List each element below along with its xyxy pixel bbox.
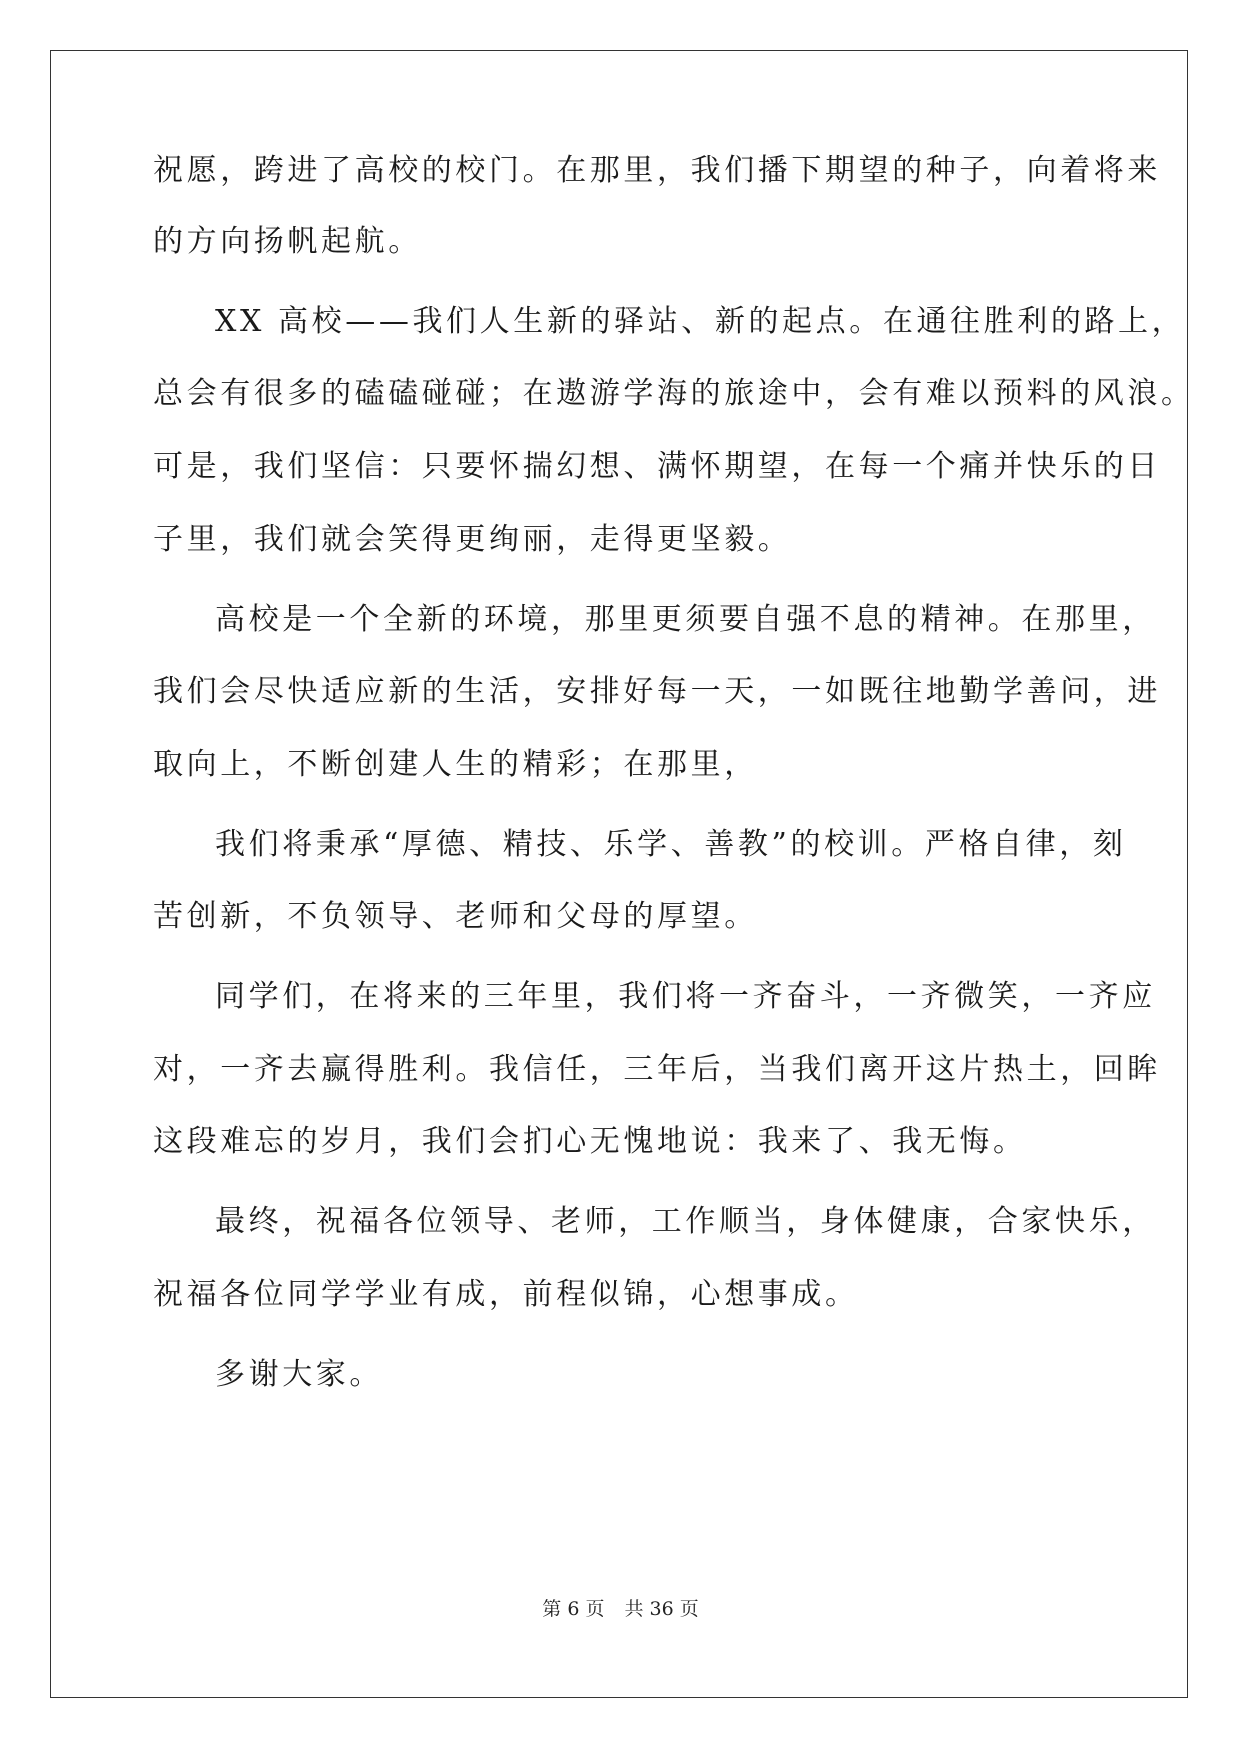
body-line-10: 我们将秉承“厚德、精技、乐学、善教”的校训。严格自律，刻: [215, 827, 1127, 862]
body-line-8: 我们会尽快适应新的生活，安排好每一天，一如既往地勤学善问，进: [153, 674, 1161, 709]
body-line-2: 的方向扬帆起航。: [153, 224, 422, 259]
body-line-13: 对，一齐去赢得胜利。我信任，三年后，当我们离开这片热土，回眸: [153, 1052, 1161, 1087]
body-line-4: 总会有很多的磕磕碰碰；在遨游学海的旅途中，会有难以预料的风浪。: [153, 376, 1195, 411]
page-border: [50, 50, 1188, 1698]
page-footer: [0, 1597, 1241, 1621]
body-line-3: XX 高校——我们人生新的驿站、新的起点。在通往胜利的路上，: [215, 304, 1186, 339]
body-line-11: 苦创新，不负领导、老师和父母的厚望。: [153, 899, 758, 934]
body-line-14: 这段难忘的岁月，我们会扪心无愧地说：我来了、我无悔。: [153, 1124, 1027, 1159]
body-line-17: 多谢大家。: [215, 1357, 383, 1392]
page-number: 第 6 页: [542, 1598, 605, 1620]
body-line-12: 同学们，在将来的三年里，我们将一齐奋斗，一齐微笑，一齐应: [215, 979, 1156, 1014]
page-total: 共 36 页: [624, 1598, 699, 1620]
body-line-1: 祝愿，跨进了高校的校门。在那里，我们播下期望的种子，向着将来: [153, 153, 1161, 188]
body-line-16: 祝福各位同学学业有成，前程似锦，心想事成。: [153, 1277, 859, 1312]
body-line-7: 高校是一个全新的环境，那里更须要自强不息的精神。在那里，: [215, 602, 1156, 637]
body-line-9: 取向上，不断创建人生的精彩；在那里，: [153, 747, 758, 782]
body-line-6: 子里，我们就会笑得更绚丽，走得更坚毅。: [153, 522, 792, 557]
body-line-15: 最终，祝福各位领导、老师，工作顺当，身体健康，合家快乐，: [215, 1204, 1156, 1239]
body-line-5: 可是，我们坚信：只要怀揣幻想、满怀期望，在每一个痛并快乐的日: [153, 449, 1161, 484]
